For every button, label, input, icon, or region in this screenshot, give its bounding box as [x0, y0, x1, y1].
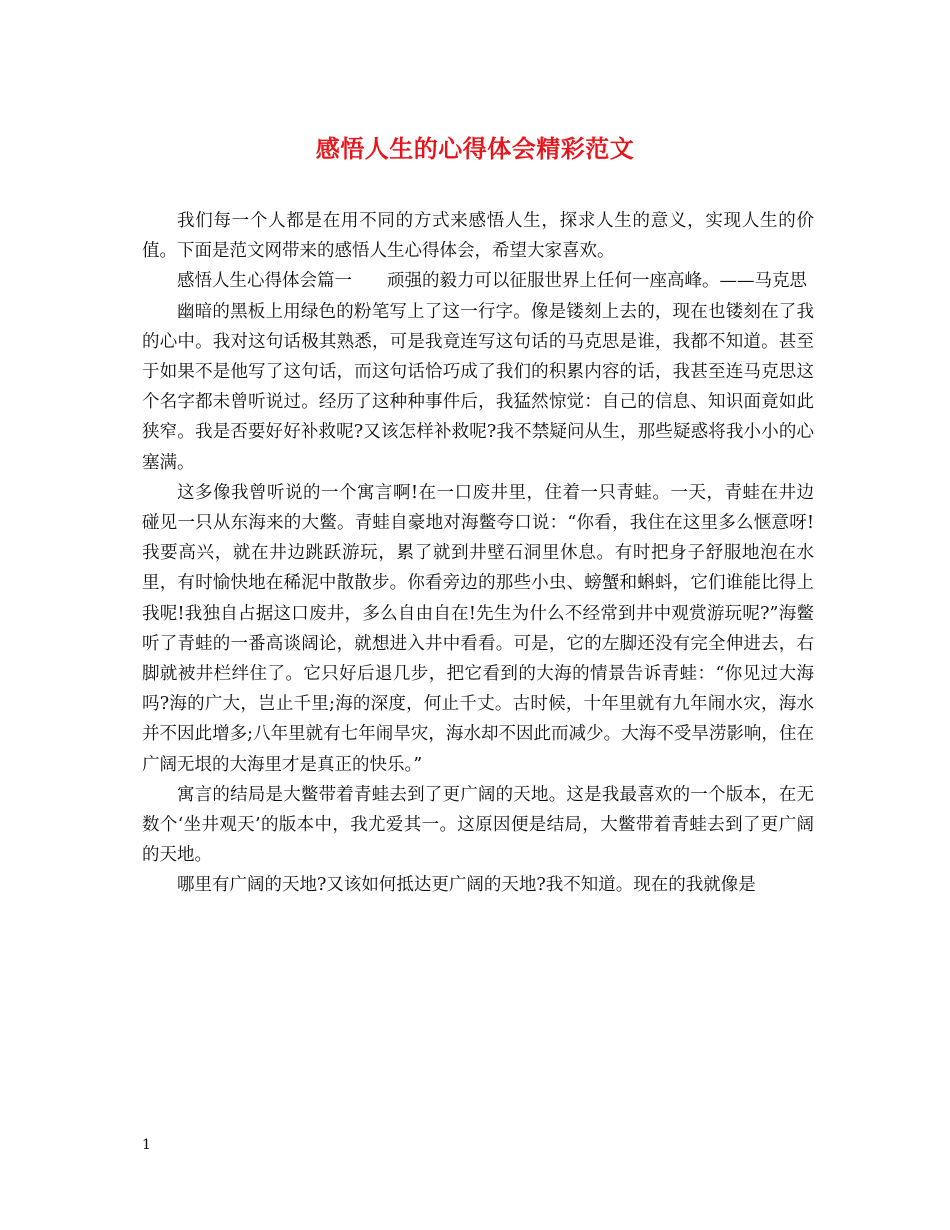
paragraph-question: 哪里有广阔的天地?又该如何抵达更广阔的天地?我不知道。现在的我就像是	[177, 875, 756, 896]
paragraph-fable: 这多像我曾听说的一个寓言啊!在一口废井里，住着一只青蛙。一天，青蛙在井边碰见一只从东海来的大鳖。青蛙自豪地对海鳖夸口说：“你看，我住在这里多么惬意呀!我要高兴，就在井边跳跃游玩，累了就到井壁石洞里休息。有时把身子舒服地泡在水里，有时愉快地在稀泥中散散步。你看旁边的那些小虫、螃蟹和蝌蚪，它们谁能比得上我呢!我独自占据这口废井，多么自由自在!先生为什么不经常到井中观赏游玩呢?”海鳖听了青蛙的一番高谈阔论，就想进入井中看看。可是，它的左脚还没有完全伸进去，右脚就被井栏绊住了。它只好后退几步，把它看到的大海的情景告诉青蛙：“你见过大海吗?海的广大，岂止千里;海的深度，何止千丈。古时候，十年里就有九年闹水灾，海水并不因此增多;八年里就有七年闹旱灾，海水却不因此而减少。大海不受旱涝影响，住在广阔无垠的大海里才是真正的快乐。”	[142, 482, 814, 775]
paragraph-blackboard: 幽暗的黑板上用绿色的粉笔写上了这一行字。像是镂刻上去的，现在也镂刻在了我的心中。我对这句话极其熟悉，可是我竟连写这句话的马克思是谁，我都不知道。甚至于如果不是他写了这句话，而这句话恰巧成了我们的积累内容的话，我甚至连马克思这个名字都未曾听说过。经历了这种种事件后，我猛然惊觉：自己的信息、知识面竟如此狭窄。我是否要好好补救呢?又该怎样补救呢?我不禁疑问从生，那些疑惑将我小小的心塞满。	[142, 301, 814, 473]
paragraph-fable-ending: 寓言的结局是大鳖带着青蛙去到了更广阔的天地。这是我最喜欢的一个版本，在无数个‘坐井观天’的版本中，我尤爱其一。这原因便是结局，大鳖带着青蛙去到了更广阔的天地。	[142, 784, 814, 866]
paragraph-section-heading: 感悟人生心得体会篇一 顽强的毅力可以征服世界上任何一座高峰。——马克思	[177, 271, 807, 292]
page-number: 1	[142, 1137, 151, 1153]
document-body	[142, 206, 814, 901]
paragraph-intro: 我们每一个人都是在用不同的方式来感悟人生，探求人生的意义，实现人生的价值。下面是范文网带来的感悟人生心得体会，希望大家喜欢。	[142, 211, 814, 262]
document-title: 感悟人生的心得体会精彩范文	[315, 134, 635, 163]
